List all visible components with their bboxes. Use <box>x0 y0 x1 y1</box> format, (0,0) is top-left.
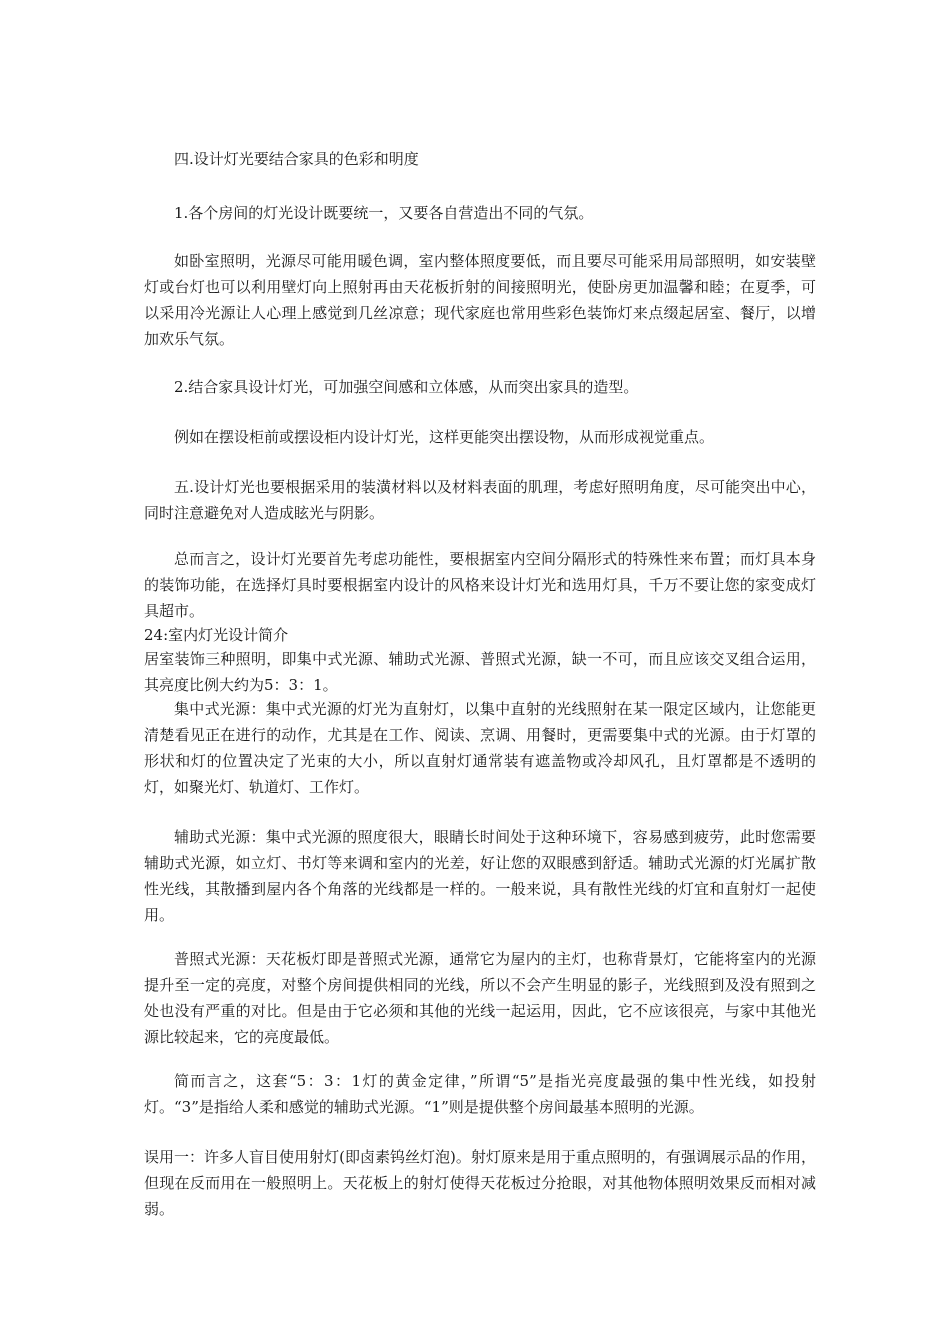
paragraph-summary: 总而言之，设计灯光要首先考虑功能性，要根据室内空间分隔形式的特殊性来布置；而灯具本身的装饰功能，在选择灯具时要根据室内设计的风格来设计灯光和选用灯具，千万不要让您的家变成灯具超市。 <box>144 550 816 620</box>
paragraph-three-lighting: 居室装饰三种照明，即集中式光源、辅助式光源、普照式光源，缺一不可，而且应该交叉组合运用，其亮度比例大约为5：3：1。 <box>144 650 816 694</box>
paragraph-bedroom-lighting: 如卧室照明，光源尽可能用暖色调，室内整体照度要低，而且要尽可能采用局部照明，如安装壁灯或台灯也可以利用壁灯向上照射再由天花板折射的间接照明光，使卧房更加温馨和睦；在夏季，可以采用冷光源让人心理上感觉到几丝凉意；现代家庭也常用些彩色装饰灯来点缀起居室、餐厅，以增加欢乐气氛。 <box>144 252 816 348</box>
paragraph-auxiliary-light: 辅助式光源：集中式光源的照度很大，眼睛长时间处于这种环境下，容易感到疲劳，此时您需要辅助式光源，如立灯、书灯等来调和室内的光差，好让您的双眼感到舒适。辅助式光源的灯光属扩散性光线，其散播到屋内各个角落的光线都是一样的。一般来说，具有散性光线的灯宜和直射灯一起使用。 <box>144 828 816 924</box>
paragraph-item-2: 2.结合家具设计灯光，可加强空间感和立体感，从而突出家具的造型。 <box>174 378 639 396</box>
heading-section-5: 五.设计灯光也要根据采用的装潢材料以及材料表面的肌理，考虑好照明角度，尽可能突出中心，同时注意避免对人造成眩光与阴影。 <box>144 478 816 522</box>
paragraph-item-1: 1.各个房间的灯光设计既要统一，又要各自营造出不同的气氛。 <box>174 204 594 222</box>
paragraph-golden-rule: 简而言之，这套“5：3：1灯的黄金定律，”所谓“5”是指光亮度最强的集中性光线，如投射灯。“3”是指给人柔和感觉的辅助式光源。“1”则是提供整个房间最基本照明的光源。 <box>144 1072 816 1116</box>
paragraph-display-cabinet: 例如在摆设柜前或摆设柜内设计灯光，这样更能突出摆设物，从而形成视觉重点。 <box>174 428 715 446</box>
paragraph-general-light: 普照式光源：天花板灯即是普照式光源，通常它为屋内的主灯，也称背景灯，它能将室内的光源提升至一定的亮度，对整个房间提供相同的光线，所以不会产生明显的影子，光线照到及没有照到之处也没有严重的对比。但是由于它必须和其他的光线一起运用，因此，它不应该很亮，与家中其他光源比较起来，它的亮度最低。 <box>144 950 816 1046</box>
heading-section-4: 四.设计灯光要结合家具的色彩和明度 <box>174 150 419 168</box>
paragraph-focused-light: 集中式光源：集中式光源的灯光为直射灯，以集中直射的光线照射在某一限定区域内，让您能更清楚看见正在进行的动作，尤其是在工作、阅读、烹调、用餐时，更需要集中式的光源。由于灯罩的形状和灯的位置决定了光束的大小，所以直射灯通常装有遮盖物或冷却风孔，且灯罩都是不透明的灯，如聚光灯、轨道灯、工作灯。 <box>144 700 816 796</box>
section-title-24: 24:室内灯光设计简介 <box>144 626 289 644</box>
paragraph-misuse-one: 误用一：许多人盲目使用射灯(即卤素钨丝灯泡)。射灯原来是用于重点照明的，有强调展示品的作用，但现在反而用在一般照明上。天花板上的射灯使得天花板过分抢眼，对其他物体照明效果反而相对减弱。 <box>144 1148 816 1218</box>
